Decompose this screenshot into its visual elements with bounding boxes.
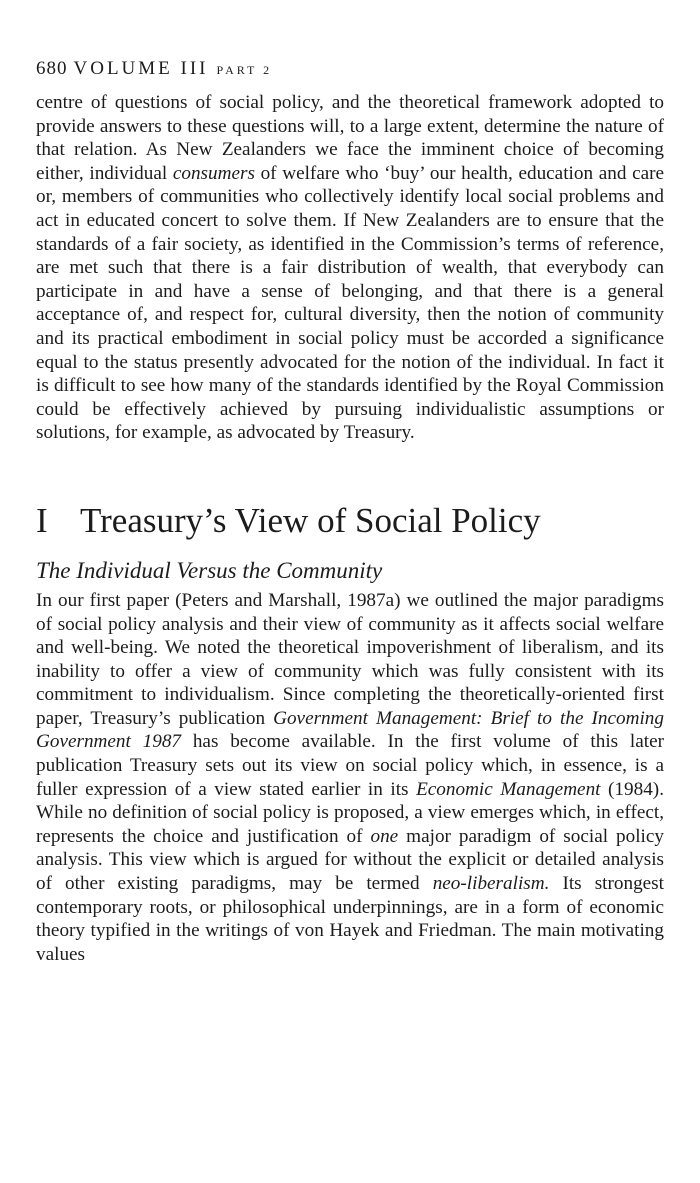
body-emphasis-neo-liberalism: neo-liberalism. xyxy=(432,873,550,895)
body-text-5: Its strongest contemporary roots, or philosophical underpinnings, are in a form of economic theory typified in the writings of von Hayek and Friedman. The main motivating values xyxy=(36,873,664,965)
body-paragraph xyxy=(36,589,664,967)
intro-text-2: of welfare who ‘buy’ our health, education and care or, members of communities who collectively identify local social problems and act in educated concert to solve them. If New Zealanders are to ensure that the standards of a fair society, as identified in the Commission’s terms of reference, are met such that there is a fair distribution of wealth, that everybody can participate in and have a sense of belonging, and that there is a general acceptance of, and respect for, cultural diversity, then the notion of community and its practical embodiment in social policy must be accorded a significance equal to the status presently advocated for the notion of the individual. In fact it is difficult to see how many of the standards identified by the Royal Commission could be effectively achieved by pursuing individualistic assumptions or solutions, for example, as advocated by Treasury. xyxy=(36,162,665,444)
section-number: I xyxy=(36,500,48,540)
body-text-4: major paradigm of social policy analysis. This view which is argued for without the explicit or detailed analysis of other existing paradigms, may be termed xyxy=(36,825,664,895)
intro-emphasis-consumers: consumers xyxy=(172,162,255,184)
body-text-3: (1984). While no definition of social policy is proposed, a view emerges which, in effect, represents the choice and justification of xyxy=(36,778,664,847)
body-text-1: In our first paper (Peters and Marshall, 1987a) we outlined the major paradigms of social policy analysis and their view of community as it affects social welfare and well-being. We noted the theoretical impoverishment of liberalism, and its inability to offer a view of community which was fully consistent with its commitment to individualism. Since completing the theoretically-oriented first paper, Treasury’s publication xyxy=(36,589,664,729)
intro-text-1: centre of questions of social policy, and the theoretical framework adopted to provide answers to these questions will, to a large extent, determine the nature of that relation. As New Zealanders we face the imminent choice of becoming either, individual xyxy=(36,92,664,184)
part-label: PART 2 xyxy=(216,63,273,77)
body-text-2: has become available. In the first volume of this later publication Treasury sets out its view on social policy which, in essence, is a fuller expression of a view stated earlier in its xyxy=(36,731,664,800)
sub-heading: The Individual Versus the Community xyxy=(36,557,383,583)
volume-label: VOLUME III xyxy=(73,58,209,79)
section-title: Treasury’s View of Social Policy xyxy=(80,500,541,540)
page xyxy=(36,58,664,966)
page-number: 680 xyxy=(36,58,68,79)
body-emphasis-one: one xyxy=(370,825,399,847)
body-emphasis-economic-management: Economic Management xyxy=(416,778,601,800)
body-emphasis-government-management: Government Management: Brief to the Incoming Government 1987 xyxy=(36,707,664,753)
running-head xyxy=(36,58,664,81)
section-heading xyxy=(36,501,664,541)
intro-paragraph xyxy=(36,91,664,445)
